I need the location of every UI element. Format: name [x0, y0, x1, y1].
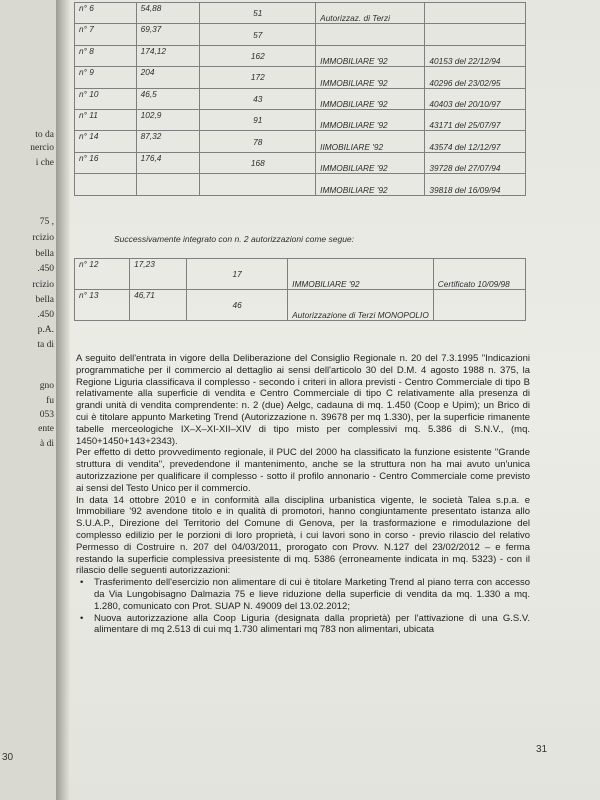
surface-cell: 204 — [136, 67, 200, 88]
table-row — [75, 131, 526, 152]
left-page-fragment: .450 — [37, 310, 54, 320]
authorization-number-cell — [75, 174, 137, 195]
table-row — [75, 45, 526, 66]
code-cell: 162 — [200, 45, 316, 66]
surface-cell: 46,71 — [130, 290, 187, 321]
left-page-fragment: rcizio — [32, 233, 54, 243]
authorization-number-cell: n° 6 — [75, 3, 137, 24]
holder-cell: IMMOBILIARE '92 — [316, 88, 425, 109]
right-page — [70, 0, 600, 800]
holder-cell: IMMOBILIARE '92 — [316, 174, 425, 195]
holder-cell: IMMOBILIARE '92 — [316, 152, 425, 173]
surface-cell: 102,9 — [136, 109, 200, 130]
surface-cell: 54,88 — [136, 3, 200, 24]
left-page-fragment: .450 — [37, 264, 54, 274]
surface-cell: 69,37 — [136, 24, 200, 45]
authorization-number-cell: n° 10 — [75, 88, 137, 109]
reference-cell: 43171 del 25/07/97 — [425, 109, 526, 130]
paragraph: Per effetto di detto provvedimento regionale, il PUC del 2000 ha classificato la funzione esistente "Grande struttura di vendita", prevedendone il mantenimento, anche se la struttura non ha mai avuto un'unica autorizzazione per qualificare il complesso - sotto il profilo annonario - Centro Commerciale come previsto ai sensi del Testo Unico per il commercio. — [76, 447, 530, 494]
book-gutter — [56, 0, 70, 800]
code-cell: 172 — [200, 67, 316, 88]
surface-cell: 174,12 — [136, 45, 200, 66]
paragraph: A seguito dell'entrata in vigore della Deliberazione del Consiglio Regionale n. 20 del 7.3.1995 "Indicazioni programmatiche per il commercio al dettaglio ai sensi dell'articolo 30 del D.M. 4 agosto 1988 n. 375, la Regione Liguria classificava il complesso - secondo i criteri in allora previsti - Centro Commerciale di tipo B relativamente alla superficie di vendita e Centro Commerciale di tipo C relativamente alla presenza di grandi unità di vendita comprendente: n. 2 (due) Aelgc, cadauna di mq. 1.450 (Coop e Upim); un Brico di cui è titolare appunto Marketing Trend (Autorizzazione n. 39678 per mq 1.330), per la superficie rimanente tabelle merceologiche IX–X–XI-XII–XIV di tipo misto per complessivi mq. 5.386 di S.N.V., (mq. 1450+1450+143+2343). — [76, 353, 530, 447]
surface-cell: 87,32 — [136, 131, 200, 152]
holder-cell: IMMOBILIARE '92 — [316, 109, 425, 130]
reference-cell — [425, 24, 526, 45]
table-row — [75, 88, 526, 109]
authorization-number-cell: n° 14 — [75, 131, 137, 152]
left-page-fragment: 75 , — [39, 217, 54, 227]
code-cell: 78 — [200, 131, 316, 152]
table-row — [75, 174, 526, 195]
surface-cell: 17,23 — [130, 259, 187, 290]
table-row — [75, 109, 526, 130]
holder-cell — [316, 24, 425, 45]
code-cell: 51 — [200, 3, 316, 24]
table-row — [75, 259, 526, 290]
table-row — [75, 152, 526, 173]
holder-cell: Autorizzaz. di Terzi — [316, 3, 425, 24]
authorization-number-cell: n° 12 — [75, 259, 130, 290]
left-page-fragment: p.A. — [37, 325, 54, 335]
authorization-number-cell: n° 9 — [75, 67, 137, 88]
authorization-number-cell: n° 11 — [75, 109, 137, 130]
reference-cell: 39818 del 16/09/94 — [425, 174, 526, 195]
body-text — [76, 353, 530, 636]
integration-table — [74, 258, 526, 321]
holder-cell: IMMOBILIARE '92 — [316, 67, 425, 88]
holder-cell: Autorizzazione di Terzi MONOPOLIO — [288, 290, 434, 321]
reference-cell — [433, 290, 525, 321]
left-page-fragment: nercio — [30, 143, 54, 153]
code-cell: 43 — [200, 88, 316, 109]
left-page-fragment: gno — [39, 381, 54, 391]
left-page-fragment: i che — [35, 158, 54, 168]
surface-cell: 176,4 — [136, 152, 200, 173]
left-page-number: 30 — [2, 752, 14, 763]
page-number: 31 — [536, 744, 548, 755]
holder-cell: IIMOBILIARE '92 — [316, 131, 425, 152]
authorization-number-cell: n° 8 — [75, 45, 137, 66]
left-page-fragment: ta di — [37, 340, 54, 350]
left-page — [0, 0, 58, 800]
code-cell: 91 — [200, 109, 316, 130]
left-page-fragment: bella — [35, 249, 54, 259]
left-page-fragment: rcizio — [32, 280, 54, 290]
reference-cell: 40153 del 22/12/94 — [425, 45, 526, 66]
holder-cell: IMMOBILIARE '92 — [316, 45, 425, 66]
left-page-fragment: to da — [35, 130, 54, 140]
left-page-fragment: ente — [38, 424, 54, 434]
code-cell: 168 — [200, 152, 316, 173]
left-page-fragment: fu — [46, 396, 54, 406]
code-cell: 17 — [187, 259, 288, 290]
reference-cell: 40403 del 20/10/97 — [425, 88, 526, 109]
code-cell: 57 — [200, 24, 316, 45]
reference-cell: 40296 del 23/02/95 — [425, 67, 526, 88]
authorizations-table — [74, 2, 526, 196]
reference-cell: 43574 del 12/12/97 — [425, 131, 526, 152]
authorization-number-cell: n° 13 — [75, 290, 130, 321]
table-row — [75, 290, 526, 321]
table-row — [75, 67, 526, 88]
authorization-list — [76, 577, 530, 636]
code-cell — [200, 174, 316, 195]
list-item: • Trasferimento dell'esercizio non alimentare di cui è titolare Marketing Trend al piano terra con accesso da Via Lungobisagno Dalmazia 75 e lieve riduzione della superficie di vendita da mq. 1.330 a mq. 1.280, comunicato con Prot. SUAP N. 49009 del 13.02.2012; — [94, 577, 530, 612]
authorization-number-cell: n° 16 — [75, 152, 137, 173]
left-page-fragment: bella — [35, 295, 54, 305]
code-cell: 46 — [187, 290, 288, 321]
paragraph: In data 14 ottobre 2010 e in conformità alla disciplina urbanistica vigente, le società Talea s.p.a. e Immobiliare '92 avendone titolo e in qualità di promotori, hanno congiuntamente presentato istanza allo S.U.A.P., Direzione del Territorio del Comune di Genova, per la trasformazione e rimodulazione del complesso edilizio per le porzioni di loro proprietà, i cui lavori sono in corso - previo rilascio del relativo Permesso di Costruire n. 207 del 04/03/2011, prorogato con Provv. N.127 del 23/02/2012 – e ferma restando la superficie complessiva preesistente di mq. 5386 (erroneamente indicata in mq. 5323) - con il rilascio delle seguenti autorizzazioni: — [76, 494, 530, 577]
reference-cell: Certificato 10/09/98 — [433, 259, 525, 290]
holder-cell: IMMOBILIARE '92 — [288, 259, 434, 290]
table-row — [75, 24, 526, 45]
left-page-fragment: à di — [40, 439, 54, 449]
reference-cell — [425, 3, 526, 24]
left-page-fragment: 053 — [39, 410, 54, 420]
table-caption: Successivamente integrato con n. 2 autorizzazioni come segue: — [114, 234, 355, 244]
authorization-number-cell: n° 7 — [75, 24, 137, 45]
surface-cell: 46,5 — [136, 88, 200, 109]
list-item: • Nuova autorizzazione alla Coop Liguria (designata dalla proprietà) per l'attivazione di una G.S.V. alimentare di mq 2.513 di cui mq 1.730 alimentari mq 783 non alimentari, ubicata — [94, 613, 530, 637]
reference-cell: 39728 del 27/07/94 — [425, 152, 526, 173]
table-row — [75, 3, 526, 24]
surface-cell — [136, 174, 200, 195]
